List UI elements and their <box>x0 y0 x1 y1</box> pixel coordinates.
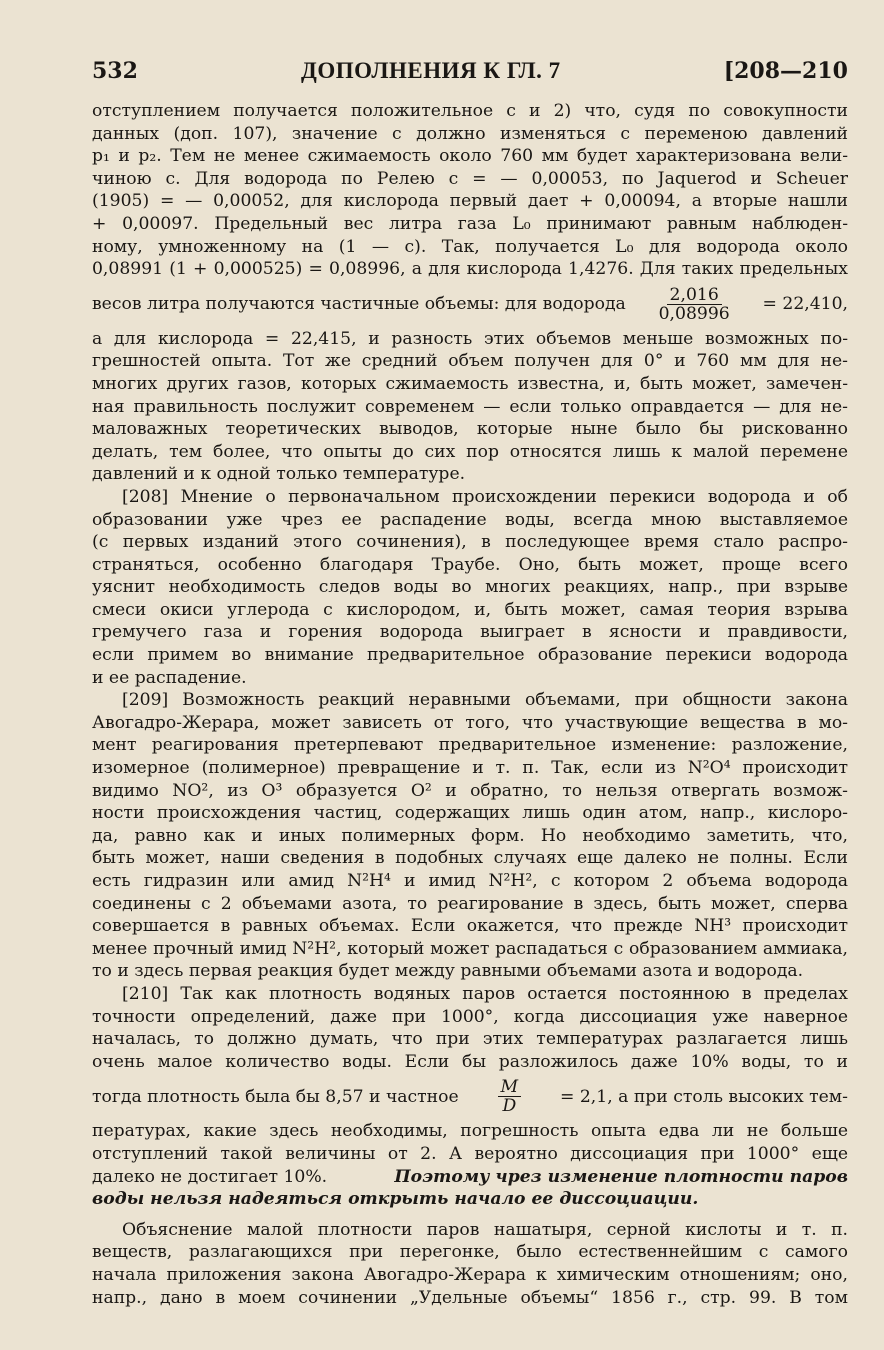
text-line: образовании уже чрез ее распадение воды, всегда мною выставляемое <box>92 509 848 530</box>
text-line: очень малое количество воды. Если бы разложилось даже 10% воды, то и <box>92 1051 848 1072</box>
text-line: Авогадро-Жерара, может зависеть от того, что участвующие вещества в мо- <box>92 712 848 733</box>
text-fragment: далеко не достигает 10%. <box>92 1166 328 1187</box>
text-line: [209] Возможность реакций неравными объемами, при общности закона <box>122 690 848 711</box>
text-line: страняться, особенно благодаря Траубе. Оно, быть может, проще всего <box>92 554 848 575</box>
text-line: начала приложения закона Авогадро-Жерара к химическим отношениям; оно, <box>92 1264 848 1285</box>
text-line: точности определений, даже при 1000°, когда диссоциация уже наверное <box>92 1006 848 1027</box>
fraction-numerator: M <box>498 1078 522 1097</box>
page-number: 532 <box>92 58 138 84</box>
text-line: да, равно как и иных полимерных форм. Но необходимо заметить, что, <box>92 825 848 846</box>
text-line: менее прочный имид N²H², который может распадаться с образованием аммиака, <box>92 938 848 959</box>
chapter-title: ДОПОЛНЕНИЯ К ГЛ. 7 <box>301 58 561 83</box>
fraction-denominator: 0,08996 <box>658 303 730 324</box>
text-line: отступлений такой величины от 2. А вероятно диссоциация при 1000° еще <box>92 1143 848 1164</box>
text-line: веществ, разлагающихся при перегонке, было естественнейшим с самого <box>92 1242 848 1263</box>
text-line: смеси окиси углерода с кислородом, и, быть может, самая теория взрыва <box>92 599 848 620</box>
text-line <box>92 1166 848 1189</box>
text-line: то и здесь первая реакция будет между равными объемами азота и водорода. <box>92 961 804 982</box>
text-line: видимо NO², из O³ образуется O² и обратно, то нельзя отвергать возмож- <box>92 780 848 801</box>
fraction-denominator: D <box>502 1096 517 1117</box>
text-line: давлений и к одной только температуре. <box>92 464 466 485</box>
fraction <box>656 286 733 323</box>
page-body <box>92 100 848 1309</box>
text-line: 0,08991 (1 + 0,000525) = 0,08996, а для кислорода 1,4276. Для таких предельных <box>92 259 848 280</box>
text-line: делать, тем более, что опыты до сих пор относятся лишь к малой перемене <box>92 441 848 462</box>
text-line: p₁ и p₂. Тем не менее сжимаемость около 760 мм будет характеризована вели- <box>92 146 848 167</box>
section-range: [208—210 <box>723 58 848 84</box>
italic-emphasis: Поэтому чрез изменение плотности паров <box>394 1166 848 1187</box>
text-line: грешностей опыта. Тот же средний объем получен для 0° и 760 мм для не- <box>92 351 848 372</box>
text-line: + 0,00097. Предельный вес литра газа L₀ принимают равным наблюден- <box>92 213 848 234</box>
text-line: Объяснение малой плотности паров нашатыря, серной кислоты и т. п. <box>122 1219 848 1240</box>
formula-line <box>92 1073 848 1120</box>
text-line: пературах, какие здесь необходимы, погрешность опыта едва ли не больше <box>92 1121 848 1142</box>
text-line: ному, умноженному на (1 — c). Так, получается L₀ для водорода около <box>92 236 848 257</box>
text-line: ности происхождения частиц, содержащих лишь один атом, напр., кислоро- <box>92 803 848 824</box>
text-line: чиною c. Для водорода по Релею c = — 0,00053, по Jaquerod и Scheuer <box>92 168 848 189</box>
text-line: если примем во внимание предварительное образование перекиси водорода <box>92 645 848 666</box>
text-line: и ее распадение. <box>92 667 247 688</box>
text-line: началась, то должно думать, что при этих температурах разлагается лишь <box>92 1029 848 1050</box>
text-line: маловажных теоретических выводов, которые ныне было бы рискованно <box>92 419 848 440</box>
formula-text-before: весов литра получаются частичные объемы: для водорода <box>92 294 626 315</box>
text-line: быть может, наши сведения в подобных случаях еще далеко не полны. Если <box>92 848 848 869</box>
text-line: отступлением получается положительное c и 2) что, судя по совокупности <box>92 101 848 121</box>
text-line: изомерное (полимерное) превращение и т. п. Так, если из N²O⁴ происходит <box>92 758 848 779</box>
text-line: мент реагирования претерпевают предварительное изменение: разложение, <box>92 735 848 756</box>
italic-emphasis-line: воды нельзя надеяться открыть начало ее диссоциации. <box>92 1189 699 1210</box>
fraction-numerator: 2,016 <box>667 286 722 305</box>
text-line: (с первых изданий этого сочинения), в последующее время стало распро- <box>92 532 848 553</box>
text-line: данных (доп. 107), значение c должно изменяться с переменою давлений <box>92 123 848 144</box>
text-line: (1905) = — 0,00052, для кислорода первый дает + 0,00094, а вторые нашли <box>92 191 848 212</box>
text-line: а для кислорода = 22,415, и разность этих объемов меньше возможных по- <box>92 328 848 349</box>
text-line: гремучего газа и горения водорода выиграет в ясности и правдивости, <box>92 622 848 643</box>
text-line: уяснит необходимость следов воды во многих реакциях, напр., при взрыве <box>92 577 848 598</box>
running-header <box>92 58 848 90</box>
text-line: [208] Мнение о первоначальном происхождении перекиси водорода и об <box>122 486 848 507</box>
formula-line <box>92 281 848 328</box>
formula-text-after: = 2,1, а при столь высоких тем- <box>560 1086 848 1107</box>
text-line: совершается в равных объемах. Если окажется, что прежде NH³ происходит <box>92 916 848 937</box>
formula-text-after: = 22,410, <box>762 294 848 315</box>
text-line: напр., дано в моем сочинении „Удельные объемы“ 1856 г., стр. 99. В том <box>92 1287 848 1308</box>
text-line: [210] Так как плотность водяных паров остается постоянною в пределах <box>122 983 848 1004</box>
formula-text-before: тогда плотность была бы 8,57 и частное <box>92 1086 459 1107</box>
text-line: многих других газов, которых сжимаемость известна, и, быть может, замечен- <box>92 373 848 394</box>
text-line: есть гидразин или амид N²H⁴ и имид N²H², с котором 2 объема водорода <box>92 871 848 891</box>
text-line: ная правильность послужит современем — если только оправдается — для не- <box>92 396 848 417</box>
text-line: соединены с 2 объемами азота, то реагирование в здесь, быть может, сперва <box>92 893 848 914</box>
fraction <box>498 1078 522 1115</box>
